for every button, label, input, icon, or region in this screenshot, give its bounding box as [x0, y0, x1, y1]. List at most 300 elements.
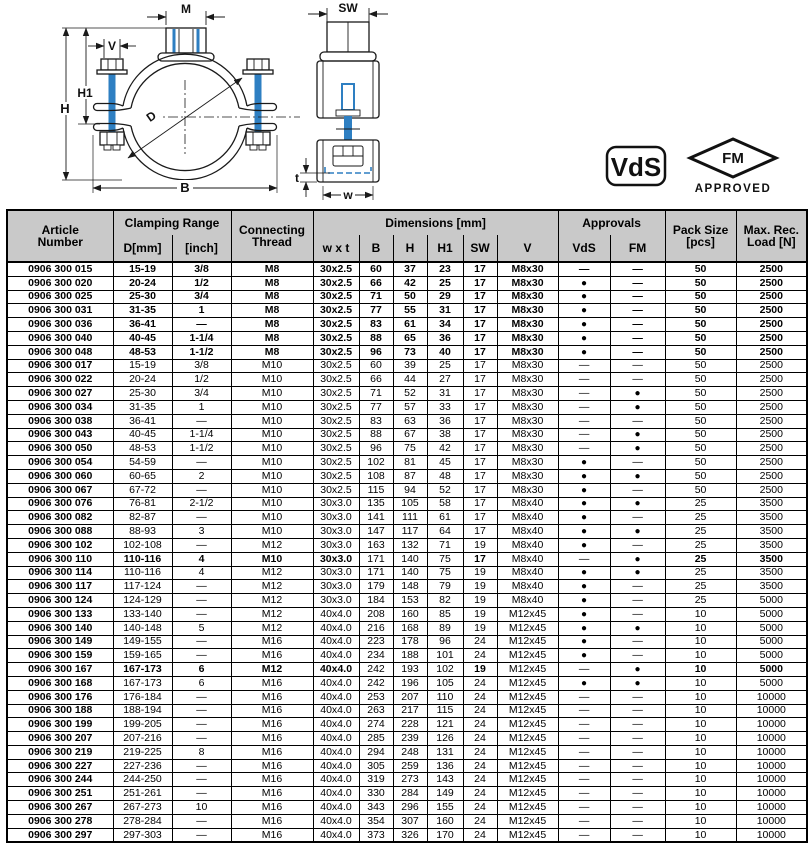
cell-load: 3500 [736, 580, 807, 594]
cell-sw: 19 [463, 621, 497, 635]
cell-article: 0906 300 025 [7, 290, 113, 304]
cell-b: 242 [359, 663, 393, 677]
cell-sw: 17 [463, 428, 497, 442]
cell-article: 0906 300 267 [7, 801, 113, 815]
cell-wxt: 30x2.5 [313, 276, 359, 290]
cell-sw: 17 [463, 304, 497, 318]
cell-pack: 50 [665, 262, 736, 276]
cell-inch: — [172, 456, 231, 470]
cell-d: 36-41 [113, 414, 172, 428]
cell-thread: M8 [231, 345, 313, 359]
cell-load: 2500 [736, 400, 807, 414]
cell-fm: — [610, 814, 665, 828]
cell-b: 242 [359, 676, 393, 690]
cell-inch: — [172, 635, 231, 649]
cell-d: 60-65 [113, 469, 172, 483]
cell-vds: — [558, 359, 610, 373]
cell-wxt: 30x2.5 [313, 414, 359, 428]
cell-pack: 50 [665, 331, 736, 345]
cell-v: M8x30 [497, 373, 558, 387]
cell-pack: 25 [665, 511, 736, 525]
cell-thread: M10 [231, 483, 313, 497]
cell-wxt: 40x4.0 [313, 649, 359, 663]
col-header-v: V [497, 235, 558, 262]
cell-inch: 6 [172, 663, 231, 677]
cell-fm: — [610, 580, 665, 594]
cell-load: 10000 [736, 814, 807, 828]
side-collar [320, 52, 376, 61]
cell-b: 102 [359, 456, 393, 470]
cell-h1: 31 [427, 304, 463, 318]
cell-inch: — [172, 690, 231, 704]
cell-article: 0906 300 076 [7, 497, 113, 511]
cell-b: 179 [359, 580, 393, 594]
cell-pack: 50 [665, 456, 736, 470]
cell-h1: 160 [427, 814, 463, 828]
cell-v: M8x40 [497, 566, 558, 580]
cell-vds: ● [558, 290, 610, 304]
cell-h1: 170 [427, 828, 463, 842]
left-captive-nut [100, 132, 124, 145]
cell-sw: 24 [463, 704, 497, 718]
cell-wxt: 30x3.0 [313, 580, 359, 594]
cell-v: M12x45 [497, 759, 558, 773]
cell-h1: 61 [427, 511, 463, 525]
cell-pack: 10 [665, 676, 736, 690]
cell-load: 5000 [736, 676, 807, 690]
cell-h: 140 [393, 552, 427, 566]
cell-sw: 19 [463, 607, 497, 621]
cell-fm: — [610, 718, 665, 732]
cell-d: 40-45 [113, 331, 172, 345]
cell-pack: 25 [665, 497, 736, 511]
table-row [7, 635, 807, 649]
cell-h1: 38 [427, 428, 463, 442]
cell-article: 0906 300 102 [7, 538, 113, 552]
table-row [7, 594, 807, 608]
col-header-sw: SW [463, 235, 497, 262]
cell-thread: M16 [231, 828, 313, 842]
cell-wxt: 30x2.5 [313, 318, 359, 332]
cell-article: 0906 300 167 [7, 663, 113, 677]
cell-pack: 50 [665, 345, 736, 359]
cell-wxt: 30x2.5 [313, 331, 359, 345]
cell-inch: — [172, 718, 231, 732]
cell-pack: 10 [665, 828, 736, 842]
cell-load: 5000 [736, 649, 807, 663]
cell-v: M8x40 [497, 580, 558, 594]
cell-pack: 50 [665, 483, 736, 497]
cell-thread: M10 [231, 511, 313, 525]
cell-sw: 17 [463, 262, 497, 276]
cell-article: 0906 300 297 [7, 828, 113, 842]
cell-load: 2500 [736, 456, 807, 470]
cell-d: 15-19 [113, 359, 172, 373]
cell-d: 251-261 [113, 787, 172, 801]
cell-pack: 50 [665, 428, 736, 442]
cell-load: 10000 [736, 787, 807, 801]
cell-load: 2500 [736, 262, 807, 276]
cell-b: 71 [359, 290, 393, 304]
cell-sw: 19 [463, 594, 497, 608]
table-row [7, 787, 807, 801]
cell-d: 267-273 [113, 801, 172, 815]
cell-pack: 50 [665, 290, 736, 304]
cell-thread: M12 [231, 663, 313, 677]
cell-h: 140 [393, 566, 427, 580]
cell-wxt: 30x3.0 [313, 525, 359, 539]
table-row [7, 718, 807, 732]
cell-wxt: 30x2.5 [313, 387, 359, 401]
cell-wxt: 40x4.0 [313, 732, 359, 746]
cell-h: 37 [393, 262, 427, 276]
cell-h1: 136 [427, 759, 463, 773]
cell-d: 88-93 [113, 525, 172, 539]
cell-vds: — [558, 704, 610, 718]
col-header-thread-line2: Thread [251, 235, 292, 249]
cell-fm: — [610, 773, 665, 787]
table-row [7, 814, 807, 828]
cell-v: M12x45 [497, 663, 558, 677]
cell-h1: 75 [427, 552, 463, 566]
cell-d: 54-59 [113, 456, 172, 470]
cell-b: 60 [359, 262, 393, 276]
cell-v: M8x40 [497, 525, 558, 539]
cell-h1: 52 [427, 483, 463, 497]
cell-v: M8x40 [497, 594, 558, 608]
cell-sw: 17 [463, 331, 497, 345]
cell-h1: 29 [427, 290, 463, 304]
cell-h: 57 [393, 400, 427, 414]
cell-sw: 19 [463, 566, 497, 580]
cell-thread: M10 [231, 359, 313, 373]
cell-v: M8x30 [497, 304, 558, 318]
cell-load: 2500 [736, 331, 807, 345]
cell-b: 77 [359, 304, 393, 318]
cell-b: 319 [359, 773, 393, 787]
cell-wxt: 40x4.0 [313, 690, 359, 704]
cell-h1: 48 [427, 469, 463, 483]
cell-vds: ● [558, 345, 610, 359]
cell-d: 278-284 [113, 814, 172, 828]
cell-sw: 24 [463, 801, 497, 815]
cell-inch: — [172, 814, 231, 828]
cell-h: 273 [393, 773, 427, 787]
col-header-max-load [736, 210, 807, 262]
cell-h: 168 [393, 621, 427, 635]
cell-wxt: 30x2.5 [313, 345, 359, 359]
cell-vds: ● [558, 276, 610, 290]
cell-article: 0906 300 022 [7, 373, 113, 387]
cell-b: 373 [359, 828, 393, 842]
cell-article: 0906 300 278 [7, 814, 113, 828]
cell-inch: 1-1/2 [172, 345, 231, 359]
cell-sw: 24 [463, 649, 497, 663]
col-header-pack-line2: [pcs] [686, 235, 715, 249]
cell-h: 207 [393, 690, 427, 704]
cell-pack: 10 [665, 787, 736, 801]
table-row [7, 621, 807, 635]
cell-d: 48-53 [113, 442, 172, 456]
cell-load: 2500 [736, 290, 807, 304]
cell-inch: 2 [172, 469, 231, 483]
cell-d: 117-124 [113, 580, 172, 594]
cell-vds: ● [558, 538, 610, 552]
table-row [7, 483, 807, 497]
table-row [7, 469, 807, 483]
cell-fm: — [610, 704, 665, 718]
cell-b: 147 [359, 525, 393, 539]
cell-wxt: 40x4.0 [313, 635, 359, 649]
cell-d: 176-184 [113, 690, 172, 704]
cell-v: M8x30 [497, 359, 558, 373]
table-row [7, 690, 807, 704]
cell-b: 263 [359, 704, 393, 718]
cell-load: 10000 [736, 773, 807, 787]
cell-b: 354 [359, 814, 393, 828]
cell-article: 0906 300 114 [7, 566, 113, 580]
dim-m [147, 2, 225, 25]
cell-thread: M16 [231, 676, 313, 690]
cell-sw: 17 [463, 525, 497, 539]
cell-h1: 40 [427, 345, 463, 359]
cell-wxt: 30x2.5 [313, 359, 359, 373]
cell-inch: 3/8 [172, 359, 231, 373]
col-header-pack-line1: Pack Size [672, 222, 729, 237]
cell-load: 2500 [736, 276, 807, 290]
cell-inch: 3/4 [172, 387, 231, 401]
cell-article: 0906 300 219 [7, 745, 113, 759]
cell-inch: 1 [172, 400, 231, 414]
cell-wxt: 40x4.0 [313, 745, 359, 759]
cell-load: 5000 [736, 663, 807, 677]
cell-h: 296 [393, 801, 427, 815]
cell-h: 52 [393, 387, 427, 401]
cell-h: 132 [393, 538, 427, 552]
table-row [7, 456, 807, 470]
cell-h: 153 [393, 594, 427, 608]
cell-h1: 105 [427, 676, 463, 690]
top-boss [166, 28, 206, 53]
cell-thread: M10 [231, 400, 313, 414]
table-row [7, 759, 807, 773]
cell-inch: 3 [172, 525, 231, 539]
cell-v: M12x45 [497, 773, 558, 787]
cell-article: 0906 300 159 [7, 649, 113, 663]
cell-load: 2500 [736, 387, 807, 401]
cell-vds: — [558, 801, 610, 815]
clamp-side-view [317, 22, 379, 182]
cell-h1: 155 [427, 801, 463, 815]
cell-b: 71 [359, 387, 393, 401]
cell-inch: 2-1/2 [172, 497, 231, 511]
dim-label-m: M [181, 2, 191, 16]
cell-wxt: 40x4.0 [313, 676, 359, 690]
cell-inch: 1/2 [172, 276, 231, 290]
cell-fm: ● [610, 663, 665, 677]
cell-v: M8x40 [497, 497, 558, 511]
cell-b: 77 [359, 400, 393, 414]
cell-wxt: 30x2.5 [313, 442, 359, 456]
cell-v: M12x45 [497, 828, 558, 842]
cell-h1: 85 [427, 607, 463, 621]
dim-label-t: t [295, 171, 299, 185]
cell-article: 0906 300 050 [7, 442, 113, 456]
cell-pack: 50 [665, 414, 736, 428]
cell-sw: 17 [463, 373, 497, 387]
cell-pack: 25 [665, 552, 736, 566]
cell-inch: 1-1/4 [172, 428, 231, 442]
cell-pack: 50 [665, 400, 736, 414]
table-row [7, 290, 807, 304]
cell-sw: 17 [463, 483, 497, 497]
cell-vds: — [558, 732, 610, 746]
cell-fm: — [610, 759, 665, 773]
cell-sw: 19 [463, 580, 497, 594]
cell-v: M8x30 [497, 331, 558, 345]
cell-article: 0906 300 054 [7, 456, 113, 470]
cell-v: M8x30 [497, 387, 558, 401]
cell-article: 0906 300 031 [7, 304, 113, 318]
cell-wxt: 30x2.5 [313, 400, 359, 414]
cell-thread: M8 [231, 262, 313, 276]
cell-sw: 17 [463, 387, 497, 401]
cell-inch: 4 [172, 552, 231, 566]
cell-thread: M10 [231, 469, 313, 483]
cell-load: 5000 [736, 621, 807, 635]
cell-h1: 126 [427, 732, 463, 746]
cell-thread: M12 [231, 580, 313, 594]
cell-h: 105 [393, 497, 427, 511]
cell-fm: — [610, 511, 665, 525]
cell-v: M8x30 [497, 345, 558, 359]
cell-load: 2500 [736, 469, 807, 483]
cell-h: 188 [393, 649, 427, 663]
cell-fm: — [610, 262, 665, 276]
table-row [7, 318, 807, 332]
cell-vds: ● [558, 318, 610, 332]
cell-h: 65 [393, 331, 427, 345]
cell-article: 0906 300 140 [7, 621, 113, 635]
cell-article: 0906 300 082 [7, 511, 113, 525]
cell-thread: M16 [231, 801, 313, 815]
spec-table-header [7, 210, 807, 262]
table-row [7, 359, 807, 373]
table-row [7, 676, 807, 690]
col-header-clamping-range: Clamping Range [113, 210, 231, 235]
cell-v: M12x45 [497, 621, 558, 635]
cell-pack: 10 [665, 663, 736, 677]
dim-label-v: V [107, 39, 117, 53]
vds-logo [607, 147, 665, 185]
cell-fm: — [610, 304, 665, 318]
cell-sw: 17 [463, 400, 497, 414]
cell-fm: — [610, 290, 665, 304]
cell-vds: — [558, 400, 610, 414]
cell-h: 160 [393, 607, 427, 621]
cell-inch: 1 [172, 304, 231, 318]
cell-thread: M10 [231, 414, 313, 428]
cell-thread: M16 [231, 732, 313, 746]
cell-fm: — [610, 801, 665, 815]
cell-sw: 24 [463, 635, 497, 649]
cell-article: 0906 300 207 [7, 732, 113, 746]
cell-thread: M10 [231, 456, 313, 470]
cell-wxt: 30x2.5 [313, 428, 359, 442]
cell-article: 0906 300 251 [7, 787, 113, 801]
cell-h1: 89 [427, 621, 463, 635]
cell-h: 196 [393, 676, 427, 690]
cell-load: 10000 [736, 732, 807, 746]
cell-thread: M8 [231, 318, 313, 332]
cell-h: 228 [393, 718, 427, 732]
cell-load: 3500 [736, 525, 807, 539]
cell-article: 0906 300 188 [7, 704, 113, 718]
cell-vds: — [558, 552, 610, 566]
dim-w [323, 186, 373, 202]
cell-load: 10000 [736, 745, 807, 759]
cell-sw: 17 [463, 276, 497, 290]
cell-d: 199-205 [113, 718, 172, 732]
cell-d: 15-19 [113, 262, 172, 276]
cell-pack: 50 [665, 304, 736, 318]
table-row [7, 607, 807, 621]
cell-d: 244-250 [113, 773, 172, 787]
cell-load: 3500 [736, 511, 807, 525]
cell-vds: — [558, 759, 610, 773]
cell-load: 2500 [736, 304, 807, 318]
cell-h: 284 [393, 787, 427, 801]
cell-b: 274 [359, 718, 393, 732]
table-row [7, 566, 807, 580]
table-row [7, 414, 807, 428]
cell-sw: 24 [463, 718, 497, 732]
cell-h: 193 [393, 663, 427, 677]
fm-approved-text: APPROVED [694, 183, 772, 195]
cell-inch: 4 [172, 566, 231, 580]
cell-pack: 10 [665, 732, 736, 746]
cell-h1: 23 [427, 262, 463, 276]
cell-article: 0906 300 244 [7, 773, 113, 787]
cell-vds: — [558, 663, 610, 677]
cell-h: 63 [393, 414, 427, 428]
vds-logo-text: VdS [610, 152, 662, 182]
cell-b: 294 [359, 745, 393, 759]
col-header-connecting-thread [231, 210, 313, 262]
cell-fm: — [610, 359, 665, 373]
cell-article: 0906 300 036 [7, 318, 113, 332]
cell-fm: ● [610, 400, 665, 414]
cell-h: 307 [393, 814, 427, 828]
cell-d: 40-45 [113, 428, 172, 442]
cell-v: M8x40 [497, 511, 558, 525]
cell-sw: 24 [463, 745, 497, 759]
cell-wxt: 30x2.5 [313, 290, 359, 304]
cell-v: M12x45 [497, 814, 558, 828]
cell-pack: 10 [665, 718, 736, 732]
cell-load: 2500 [736, 442, 807, 456]
cell-v: M12x45 [497, 690, 558, 704]
cell-h1: 25 [427, 276, 463, 290]
cell-load: 3500 [736, 538, 807, 552]
col-header-pack-size [665, 210, 736, 262]
cell-thread: M10 [231, 552, 313, 566]
cell-fm: — [610, 635, 665, 649]
fm-logo-text: FM [722, 150, 744, 167]
cell-d: 20-24 [113, 276, 172, 290]
cell-v: M8x30 [497, 442, 558, 456]
cell-v: M12x45 [497, 718, 558, 732]
